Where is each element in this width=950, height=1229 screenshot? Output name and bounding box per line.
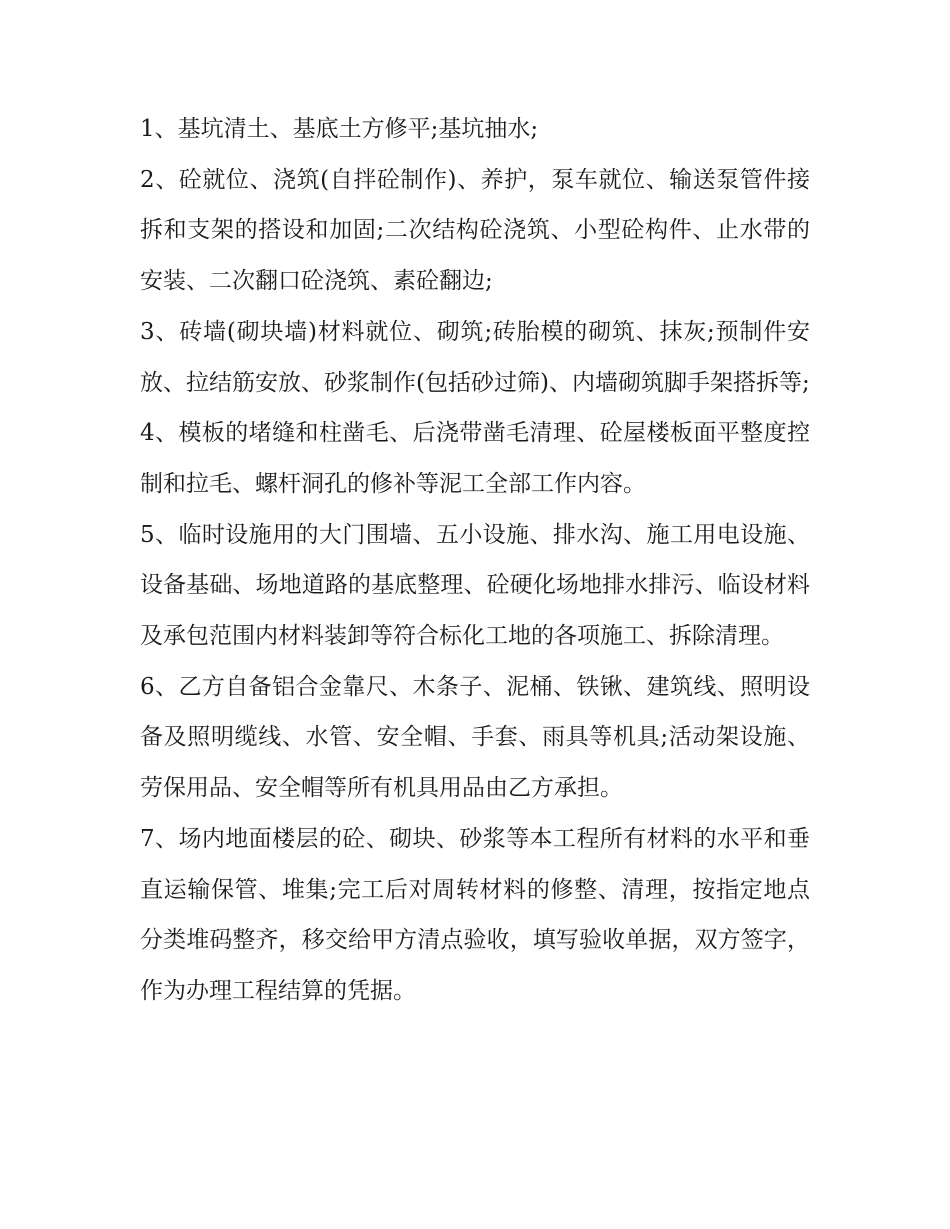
list-item-7: 7、场内地面楼层的砼、砌块、砂浆等本工程所有材料的水平和垂直运输保管、堆集;完工后对周转材料的修整、清理，按指定地点分类堆码整齐，移交给甲方清点验收，填写验收单据，双方签字，作为办理工程结算的凭据。: [140, 825, 810, 1004]
list-item-4: 4、模板的堵缝和柱凿毛、后浇带凿毛清理、砼屋楼板面平整度控制和拉毛、螺杆洞孔的修补等泥工全部工作内容。: [140, 420, 810, 497]
list-item-6: 6、乙方自备铝合金靠尺、木条子、泥桶、铁锹、建筑线、照明设备及照明缆线、水管、安全帽、手套、雨具等机具;活动架设施、劳保用品、安全帽等所有机具用品由乙方承担。: [140, 673, 810, 802]
list-item-2: 2、砼就位、浇筑(自拌砼制作)、养护，泵车就位、输送泵管件接拆和支架的搭设和加固;二次结构砼浇筑、小型砼构件、止水带的安装、二次翻口砼浇筑、素砼翻边;: [140, 166, 810, 295]
list-item-3: 3、砖墙(砌块墙)材料就位、砌筑;砖胎模的砌筑、抹灰;预制件安放、拉结筋安放、砂浆制作(包括砂过筛)、内墙砌筑脚手架搭拆等;: [140, 318, 810, 396]
list-item-1: 1、基坑清土、基底土方修平;基坑抽水;: [140, 116, 539, 142]
document-body: [140, 104, 810, 1017]
list-item-5: 5、临时设施用的大门围墙、五小设施、排水沟、施工用电设施、设备基础、场地道路的基底整理、砼硬化场地排水排污、临设材料及承包范围内材料装卸等符合标化工地的各项施工、拆除清理。: [140, 521, 810, 650]
